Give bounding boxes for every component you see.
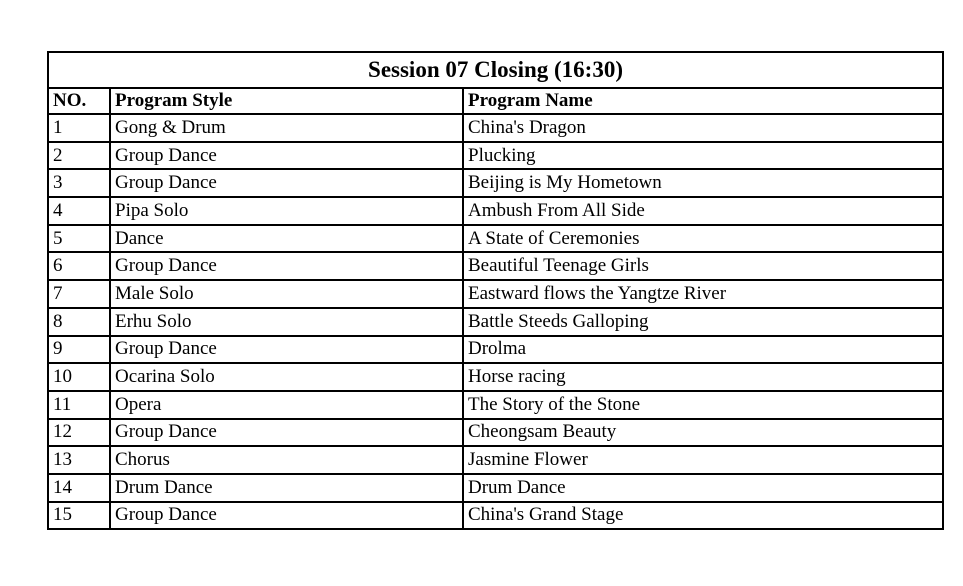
program-name: Eastward flows the Yangtze River (463, 280, 943, 308)
program-name: China's Dragon (463, 114, 943, 142)
program-name: Cheongsam Beauty (463, 419, 943, 447)
program-style: Group Dance (110, 419, 463, 447)
table-row (48, 252, 943, 280)
program-style: Chorus (110, 446, 463, 474)
program-style: Group Dance (110, 252, 463, 280)
table-row (48, 169, 943, 197)
column-header-program-name: Program Name (463, 88, 943, 114)
program-style: Male Solo (110, 280, 463, 308)
table-row (48, 280, 943, 308)
program-style: Group Dance (110, 169, 463, 197)
row-number: 3 (48, 169, 110, 197)
table-row (48, 308, 943, 336)
program-name: Battle Steeds Galloping (463, 308, 943, 336)
program-style: Opera (110, 391, 463, 419)
program-style: Ocarina Solo (110, 363, 463, 391)
program-name: Horse racing (463, 363, 943, 391)
column-header-program-style: Program Style (110, 88, 463, 114)
program-name: China's Grand Stage (463, 502, 943, 530)
header-row (48, 88, 943, 114)
program-name: Ambush From All Side (463, 197, 943, 225)
row-number: 6 (48, 252, 110, 280)
row-number: 12 (48, 419, 110, 447)
table-row (48, 474, 943, 502)
row-number: 14 (48, 474, 110, 502)
table-row (48, 142, 943, 170)
row-number: 2 (48, 142, 110, 170)
session-title: Session 07 Closing (16:30) (48, 52, 943, 88)
program-style: Group Dance (110, 142, 463, 170)
program-name: The Story of the Stone (463, 391, 943, 419)
table-row (48, 114, 943, 142)
row-number: 1 (48, 114, 110, 142)
row-number: 9 (48, 336, 110, 364)
program-style: Erhu Solo (110, 308, 463, 336)
program-name: Drolma (463, 336, 943, 364)
program-style: Gong & Drum (110, 114, 463, 142)
program-name: Beijing is My Hometown (463, 169, 943, 197)
column-header-no: NO. (48, 88, 110, 114)
program-name: A State of Ceremonies (463, 225, 943, 253)
row-number: 15 (48, 502, 110, 530)
row-number: 10 (48, 363, 110, 391)
program-style: Dance (110, 225, 463, 253)
table-row (48, 419, 943, 447)
row-number: 13 (48, 446, 110, 474)
table-row (48, 391, 943, 419)
program-sheet (47, 51, 942, 530)
table-row (48, 336, 943, 364)
table-row (48, 225, 943, 253)
table-row (48, 502, 943, 530)
row-number: 5 (48, 225, 110, 253)
program-style: Group Dance (110, 336, 463, 364)
table-row (48, 363, 943, 391)
table-row (48, 446, 943, 474)
program-style: Group Dance (110, 502, 463, 530)
table-row (48, 197, 943, 225)
row-number: 7 (48, 280, 110, 308)
program-table (47, 51, 944, 530)
row-number: 8 (48, 308, 110, 336)
program-style: Pipa Solo (110, 197, 463, 225)
program-name: Plucking (463, 142, 943, 170)
program-style: Drum Dance (110, 474, 463, 502)
program-name: Drum Dance (463, 474, 943, 502)
program-name: Beautiful Teenage Girls (463, 252, 943, 280)
title-row (48, 52, 943, 88)
row-number: 11 (48, 391, 110, 419)
program-name: Jasmine Flower (463, 446, 943, 474)
row-number: 4 (48, 197, 110, 225)
